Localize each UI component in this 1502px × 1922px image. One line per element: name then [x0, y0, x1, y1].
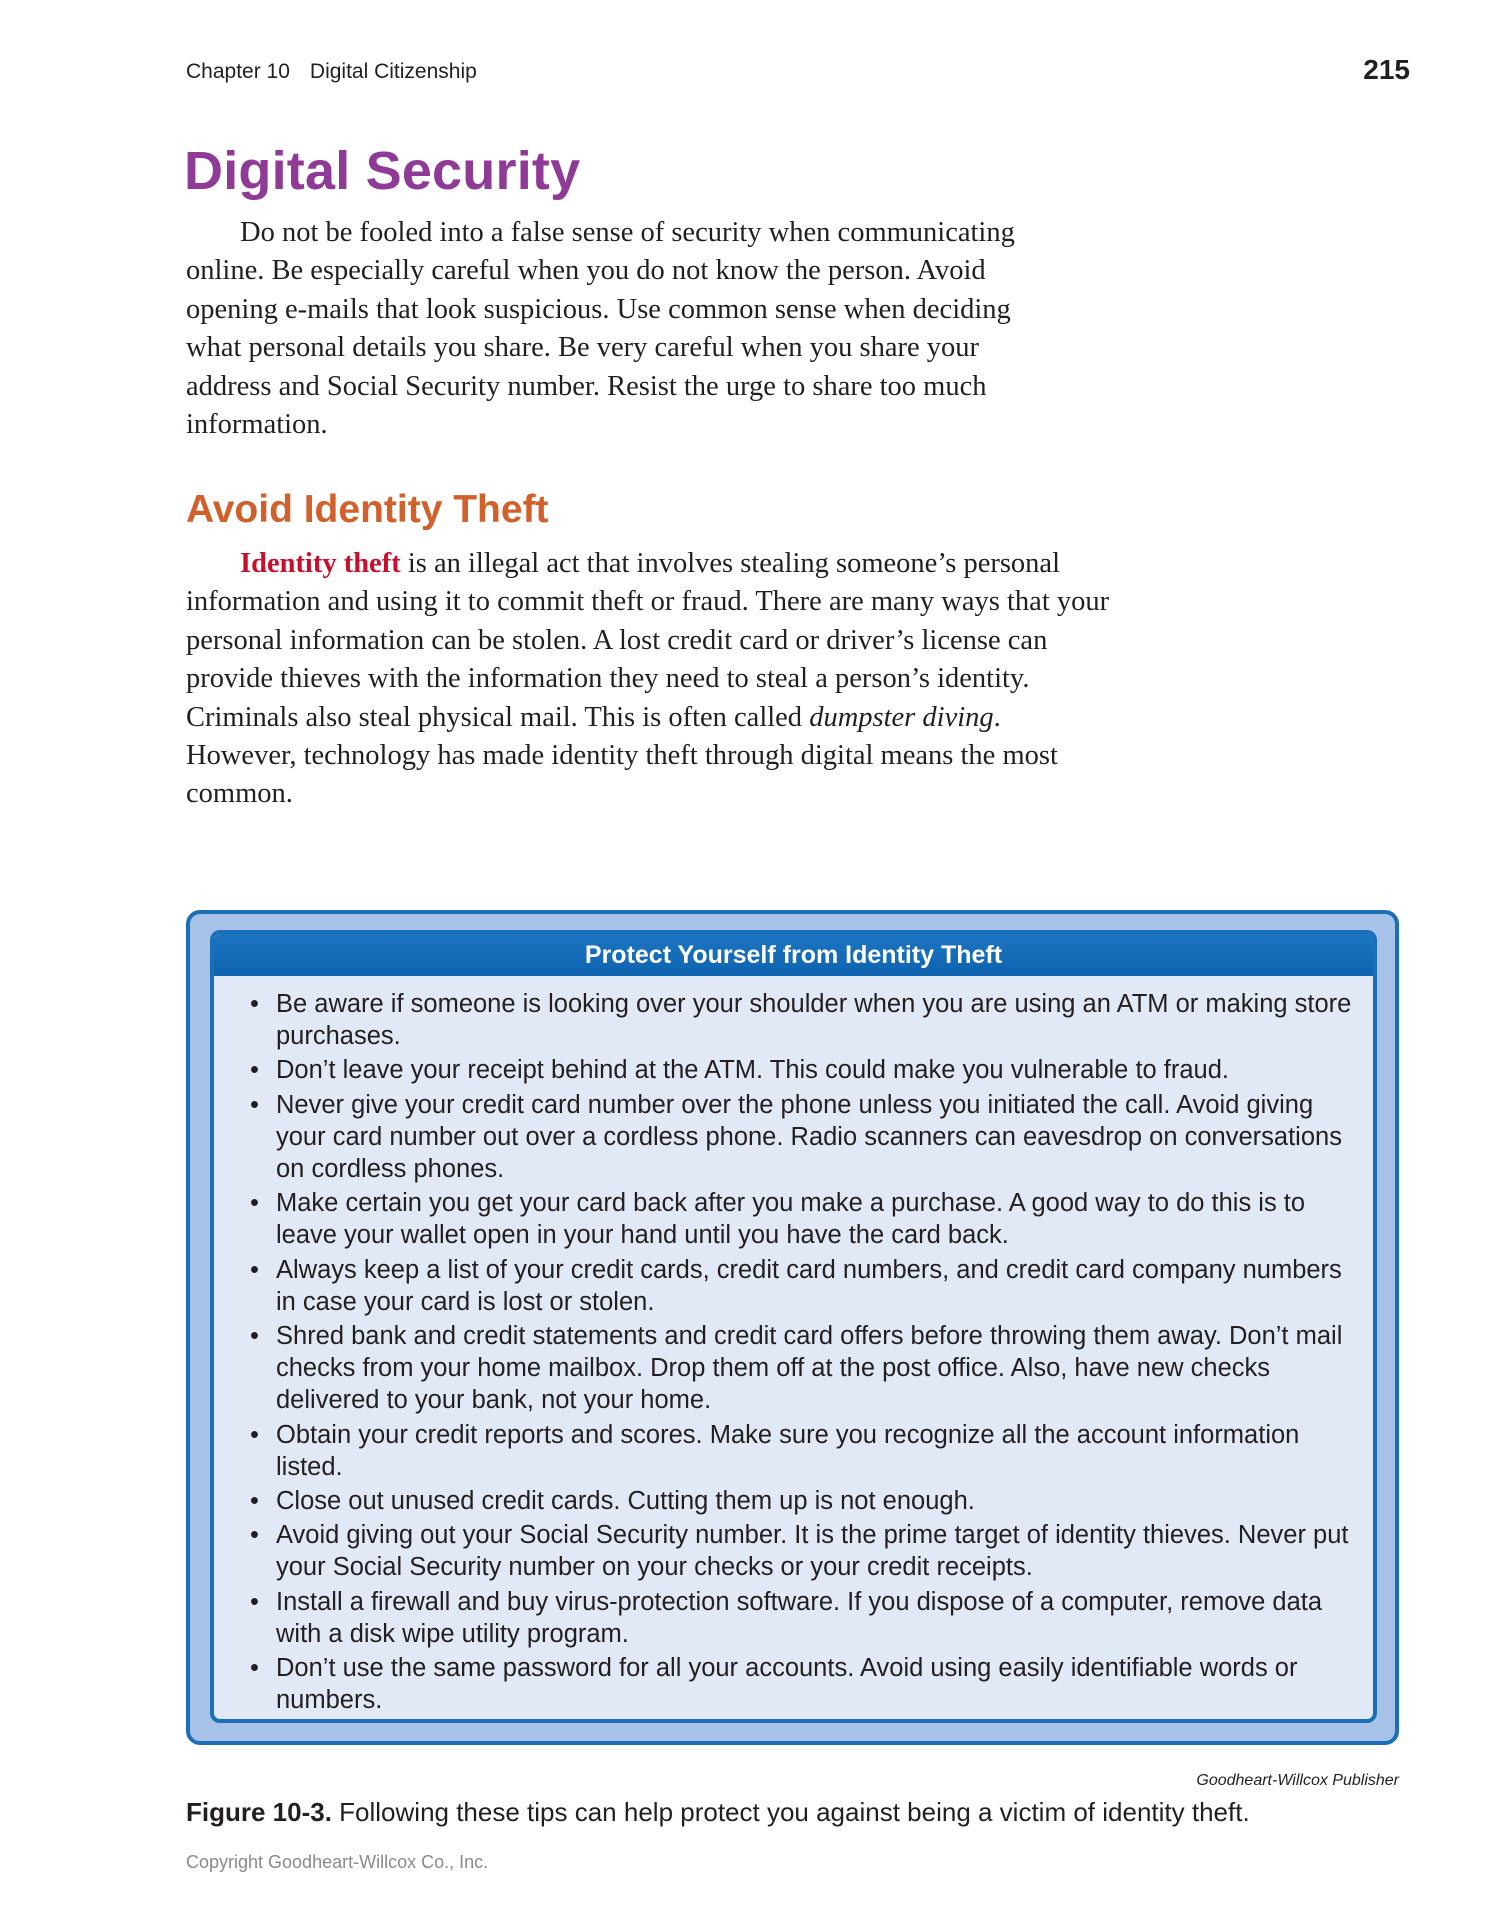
page-number: 215	[1363, 54, 1410, 85]
paragraph-text-part1: is an illegal act that involves stealing someone’s personal information and using it to commit theft or fraud. There are many ways that your personal information can be stolen. A lost credit card or driver’s license can provide thieves with the information they need to steal a person’s identity. Criminals also steal physical mail. This is often called	[186, 548, 1110, 733]
tip-list-item	[250, 1187, 1359, 1251]
bullet-icon: •	[250, 1587, 259, 1616]
tip-text: Avoid giving out your Social Security number. It is the prime target of identity thieves. Never put your Social Security number on your checks or your credit receipts.	[276, 1521, 1349, 1582]
chapter-title: Digital Citizenship	[309, 60, 477, 83]
section-heading-identity-theft: Avoid Identity Theft	[186, 488, 549, 531]
paragraph-text-part2: . However, technology has made identity theft through digital means the most common.	[186, 701, 1058, 810]
tip-list-item	[250, 1054, 1359, 1086]
tip-list-item	[250, 1254, 1359, 1318]
tip-text: Don’t leave your receipt behind at the ATM. This could make you vulnerable to fraud.	[276, 1056, 1230, 1085]
chapter-number: Chapter 10	[186, 60, 290, 83]
tip-list-item	[250, 1652, 1359, 1716]
bullet-icon: •	[250, 1090, 259, 1119]
tip-list-item	[250, 988, 1359, 1052]
figure-caption-label: Figure 10-3.	[186, 1797, 332, 1827]
bullet-icon: •	[250, 1322, 259, 1351]
tip-text: Be aware if someone is looking over your shoulder when you are using an ATM or making store purchases.	[276, 990, 1352, 1051]
figure-credit: Goodheart-Willcox Publisher	[1196, 1772, 1399, 1789]
tip-list-item	[250, 1485, 1359, 1517]
bullet-icon: •	[250, 1521, 259, 1550]
tip-text: Make certain you get your card back after you make a purchase. A good way to do this is to leave your wallet open in your hand until you have the card back.	[276, 1189, 1306, 1250]
figure-box	[186, 910, 1399, 1745]
section-heading-digital-security: Digital Security	[184, 141, 581, 201]
tip-text: Obtain your credit reports and scores. Make sure you recognize all the account information listed.	[276, 1420, 1300, 1481]
intro-paragraph-text: Do not be fooled into a false sense of security when communicating online. Be especially careful when you do not know the person. Avoid opening e-mails that look suspicious. Use common sense when deciding what personal details you share. Be very careful when you share your address and Social Security number. Resist the urge to share too much information.	[186, 217, 1015, 441]
tip-text: Always keep a list of your credit cards, credit card numbers, and credit card company numbers in case your card is lost or stolen.	[276, 1255, 1342, 1316]
tip-text: Never give your credit card number over the phone unless you initiated the call. Avoid giving your card number out over a cordless phone. Radio scanners can eavesdrop on conversations on cordless phones.	[276, 1090, 1342, 1184]
intro-paragraph	[186, 214, 1066, 444]
tip-list-item	[250, 1519, 1359, 1583]
tip-list-item	[250, 1320, 1359, 1417]
tip-text: Close out unused credit cards. Cutting them up is not enough.	[276, 1487, 975, 1516]
copyright-notice: Copyright Goodheart-Willcox Co., Inc.	[186, 1852, 489, 1872]
bullet-icon: •	[250, 1189, 259, 1218]
bullet-icon: •	[250, 1487, 259, 1516]
tip-text: Shred bank and credit statements and credit card offers before throwing them away. Don’t mail checks from your home mailbox. Drop them off at the post office. Also, have new checks delivered to your bank, not your home.	[276, 1322, 1343, 1415]
figure-title: Protect Yourself from Identity Theft	[214, 934, 1373, 976]
figure-caption	[186, 1797, 1250, 1828]
key-term: Identity theft	[240, 548, 401, 579]
bullet-icon: •	[250, 1056, 259, 1085]
tip-list-item	[250, 1089, 1359, 1186]
tip-text: Don’t use the same password for all your accounts. Avoid using easily identifiable words or numbers.	[276, 1654, 1298, 1715]
tip-text: Install a firewall and buy virus-protection software. If you dispose of a computer, remove data with a disk wipe utility program.	[276, 1587, 1323, 1648]
bullet-icon: •	[250, 1255, 259, 1284]
bullet-icon: •	[250, 1654, 259, 1683]
identity-theft-paragraph	[186, 545, 1116, 814]
bullet-icon: •	[250, 990, 259, 1018]
running-head	[186, 60, 477, 84]
tips-list	[214, 976, 1373, 1716]
tip-list-item	[250, 1419, 1359, 1483]
figure-panel	[210, 930, 1377, 1723]
tip-list-item	[250, 1586, 1359, 1650]
bullet-icon: •	[250, 1420, 259, 1449]
figure-caption-text: Following these tips can help protect you against being a victim of identity theft.	[331, 1797, 1250, 1827]
italic-term: dumpster diving	[809, 701, 994, 733]
